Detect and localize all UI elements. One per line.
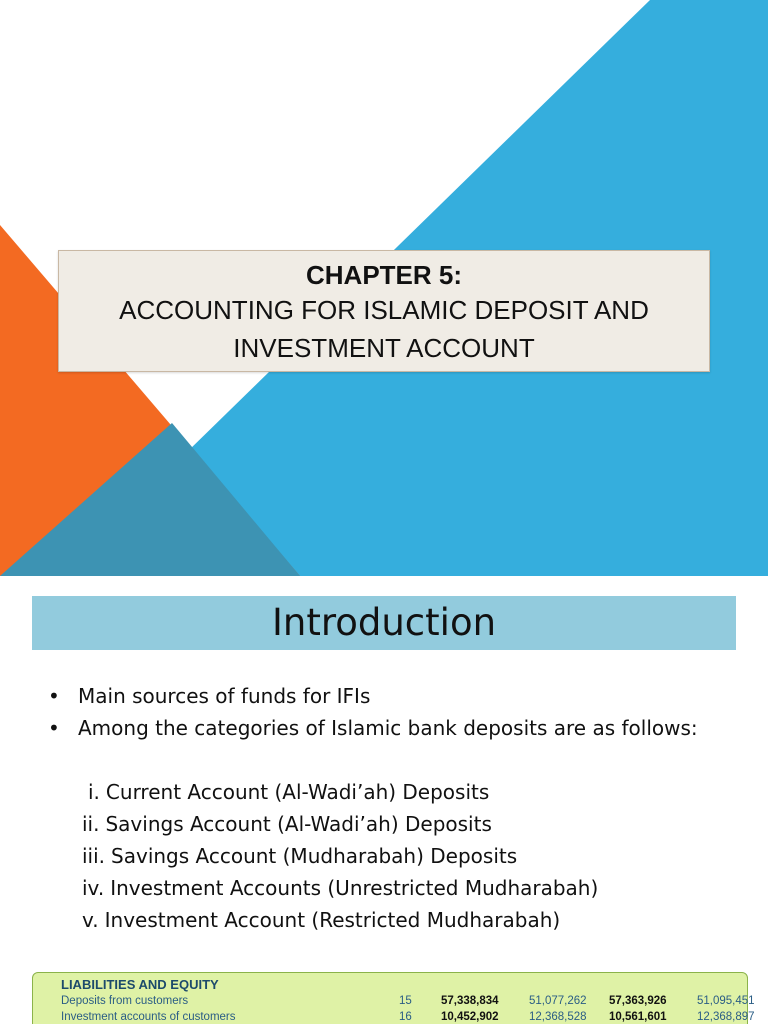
category-item bbox=[78, 840, 598, 872]
category-text: Investment Account (Restricted Mudharabah) bbox=[104, 908, 561, 932]
introduction-header-bar bbox=[32, 596, 736, 650]
bullet-text: Among the categories of Islamic bank deposits are as follows: bbox=[78, 716, 698, 740]
bullet-text: Main sources of funds for IFIs bbox=[78, 684, 371, 708]
row-label: Deposits from customers bbox=[61, 995, 189, 1007]
introduction-slide bbox=[0, 576, 768, 1024]
bullet-item bbox=[48, 716, 728, 740]
table-row bbox=[61, 1011, 755, 1024]
bullet-dot-icon: • bbox=[48, 716, 60, 740]
category-item bbox=[78, 808, 598, 840]
chapter-title-box bbox=[58, 250, 710, 372]
category-number: v. bbox=[82, 908, 99, 932]
row-value: 57,338,834 bbox=[441, 995, 499, 1007]
table-row bbox=[61, 995, 755, 1011]
row-value: 57,363,926 bbox=[609, 995, 667, 1007]
bullet-item bbox=[48, 684, 728, 708]
category-number: iv. bbox=[82, 876, 105, 900]
financial-statement-excerpt bbox=[32, 972, 755, 1024]
introduction-title: Introduction bbox=[271, 601, 497, 644]
category-text: Savings Account (Al-Wadi’ah) Deposits bbox=[105, 812, 492, 836]
category-item bbox=[78, 776, 598, 808]
row-note: 16 bbox=[399, 1011, 412, 1023]
row-note: 15 bbox=[399, 995, 412, 1007]
category-number: i. bbox=[88, 780, 100, 804]
row-value: 12,368,528 bbox=[529, 1011, 587, 1023]
row-value: 10,561,601 bbox=[609, 1011, 667, 1023]
bullet-list bbox=[48, 684, 728, 748]
deposit-category-list bbox=[78, 776, 598, 936]
category-text: Savings Account (Mudharabah) Deposits bbox=[111, 844, 518, 868]
financial-heading: LIABILITIES AND EQUITY bbox=[61, 977, 219, 992]
bullet-dot-icon: • bbox=[48, 684, 60, 708]
category-item bbox=[78, 904, 598, 936]
row-value: 10,452,902 bbox=[441, 1011, 499, 1023]
row-value: 12,368,897 bbox=[697, 1011, 755, 1023]
category-text: Current Account (Al-Wadi’ah) Deposits bbox=[105, 780, 490, 804]
chapter-title-line-2: INVESTMENT ACCOUNT bbox=[233, 333, 535, 363]
chapter-title-line-1: ACCOUNTING FOR ISLAMIC DEPOSIT AND bbox=[119, 295, 649, 325]
row-value: 51,077,262 bbox=[529, 995, 587, 1007]
category-number: ii. bbox=[82, 812, 100, 836]
category-item bbox=[78, 872, 598, 904]
row-value: 51,095,451 bbox=[697, 995, 755, 1007]
chapter-number: CHAPTER 5: bbox=[305, 260, 462, 290]
row-label: Investment accounts of customers bbox=[61, 1011, 236, 1023]
category-text: Investment Accounts (Unrestricted Mudharabah) bbox=[110, 876, 599, 900]
category-number: iii. bbox=[82, 844, 106, 868]
